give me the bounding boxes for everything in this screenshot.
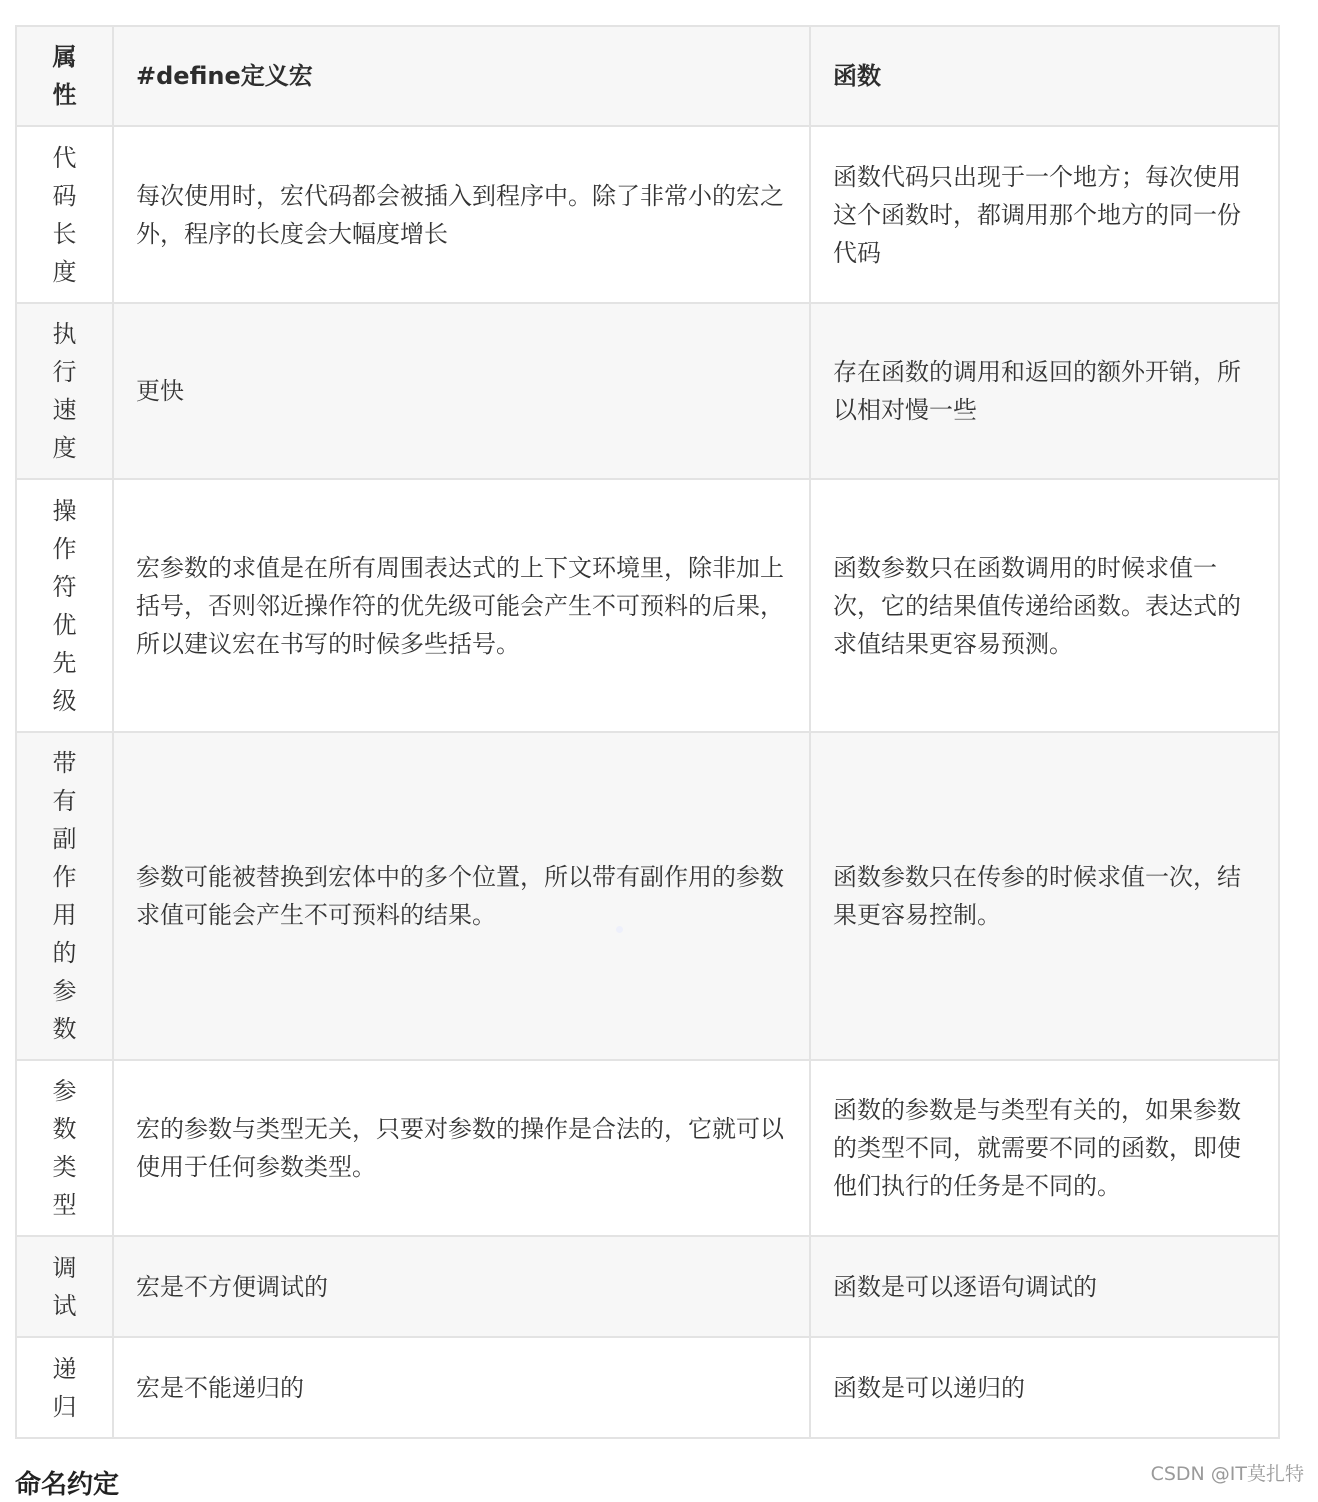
row-attribute: 参数类型 bbox=[16, 1060, 113, 1236]
table-row bbox=[16, 1236, 1279, 1337]
row-function-cell: 函数的参数是与类型有关的，如果参数的类型不同，就需要不同的函数，即使他们执行的任务是不同的。 bbox=[810, 1060, 1279, 1236]
row-function-cell: 函数参数只在函数调用的时候求值一次，它的结果值传递给函数。表达式的求值结果更容易预测。 bbox=[810, 479, 1279, 732]
row-macro-cell: 宏的参数与类型无关，只要对参数的操作是合法的，它就可以使用于任何参数类型。 bbox=[113, 1060, 810, 1236]
row-attribute: 调试 bbox=[16, 1236, 113, 1337]
header-attribute: 属性 bbox=[16, 26, 113, 126]
row-function-cell: 函数是可以递归的 bbox=[810, 1337, 1279, 1438]
row-attribute: 带有副作用的参数 bbox=[16, 732, 113, 1060]
macro-vs-function-table bbox=[15, 25, 1280, 1439]
row-macro-cell: 宏是不能递归的 bbox=[113, 1337, 810, 1438]
row-attribute: 代码长度 bbox=[16, 126, 113, 303]
row-macro-cell: 宏参数的求值是在所有周围表达式的上下文环境里，除非加上括号，否则邻近操作符的优先级可能会产生不可预料的后果，所以建议宏在书写的时候多些括号。 bbox=[113, 479, 810, 732]
table-header-row bbox=[16, 26, 1279, 126]
section-heading-naming-convention: 命名约定 bbox=[15, 1470, 120, 1500]
header-function: 函数 bbox=[810, 26, 1279, 126]
table-row bbox=[16, 732, 1279, 1060]
row-function-cell: 函数代码只出现于一个地方；每次使用这个函数时，都调用那个地方的同一份代码 bbox=[810, 126, 1279, 303]
row-macro-cell: 参数可能被替换到宏体中的多个位置，所以带有副作用的参数求值可能会产生不可预料的结果。 bbox=[113, 732, 810, 1060]
row-macro-cell: 更快 bbox=[113, 303, 810, 479]
csdn-watermark: CSDN @IT莫扎特 bbox=[1150, 1463, 1304, 1485]
row-attribute: 递归 bbox=[16, 1337, 113, 1438]
table-row bbox=[16, 479, 1279, 732]
row-function-cell: 函数是可以逐语句调试的 bbox=[810, 1236, 1279, 1337]
header-define-macro: #define定义宏 bbox=[113, 26, 810, 126]
row-macro-cell: 宏是不方便调试的 bbox=[113, 1236, 810, 1337]
row-attribute: 执行速度 bbox=[16, 303, 113, 479]
decorative-dot bbox=[616, 926, 623, 933]
row-function-cell: 存在函数的调用和返回的额外开销，所以相对慢一些 bbox=[810, 303, 1279, 479]
table-row bbox=[16, 126, 1279, 303]
table-row bbox=[16, 1060, 1279, 1236]
table-row bbox=[16, 1337, 1279, 1438]
row-attribute: 操作符优先级 bbox=[16, 479, 113, 732]
row-function-cell: 函数参数只在传参的时候求值一次，结果更容易控制。 bbox=[810, 732, 1279, 1060]
row-macro-cell: 每次使用时，宏代码都会被插入到程序中。除了非常小的宏之外，程序的长度会大幅度增长 bbox=[113, 126, 810, 303]
table-row bbox=[16, 303, 1279, 479]
